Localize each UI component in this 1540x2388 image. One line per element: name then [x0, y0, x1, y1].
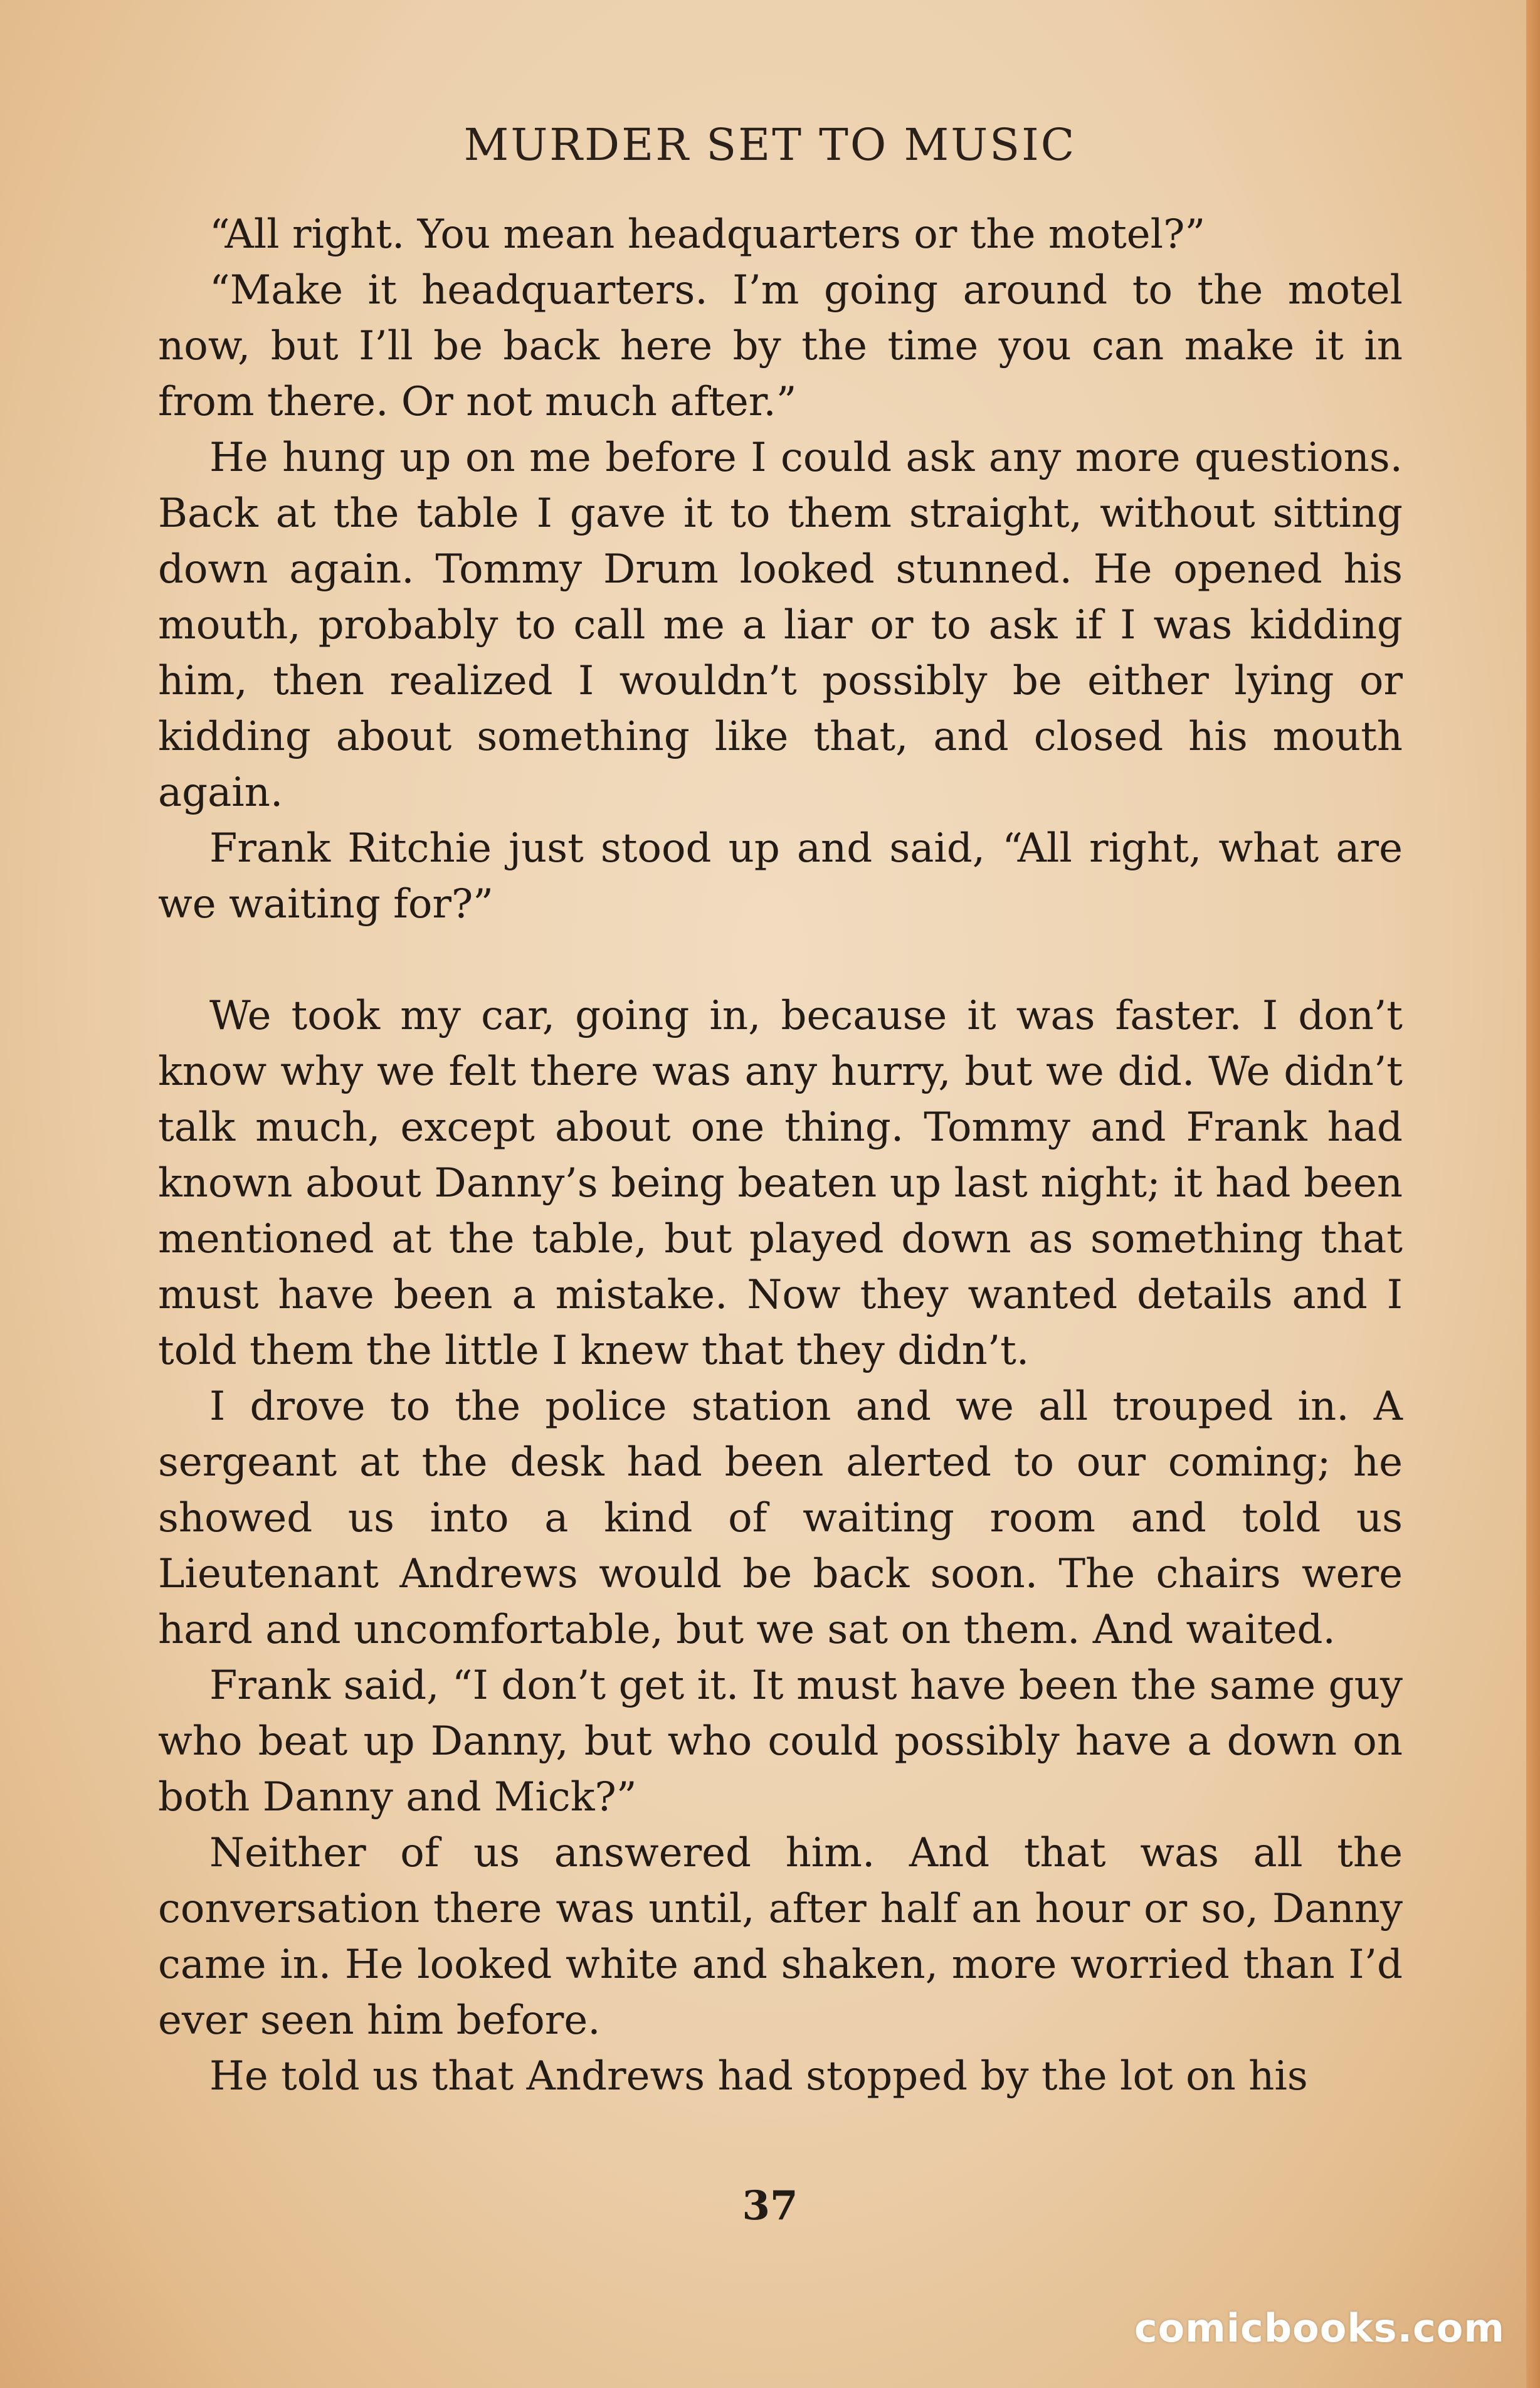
watermark: comicbooks.com	[1134, 2305, 1505, 2351]
page-number: 37	[742, 2182, 798, 2229]
running-head: MURDER SET TO MUSIC	[463, 119, 1077, 171]
page-edge	[1526, 0, 1540, 2388]
paragraph: He hung up on me before I could ask any more questions. Back at the table I gave it to them straight, without sitting down again. Tommy Drum looked stunned. He opened his mouth, probably to call me a liar or to ask if I was kidding him, then realized I wouldn’t possibly be either lying or kidding about something like that, and closed his mouth again.	[158, 435, 1403, 816]
paragraph: We took my car, going in, because it was faster. I don’t know why we felt there was any hurry, but we did. We didn’t talk much, except about one thing. Tommy and Frank had known about Danny’s being beaten up last night; it had been mentioned at the table, but played down as something that must have been a mistake. Now they wanted details and I told them the little I knew that they didn’t.	[158, 993, 1403, 1374]
paragraph: “All right. You mean headquarters or the motel?”	[209, 211, 1206, 258]
paragraph: “Make it headquarters. I’m going around to the motel now, but I’ll be back here by the time you can make it in from there. Or not much after.”	[158, 267, 1403, 425]
paragraph: I drove to the police station and we all trouped in. A sergeant at the desk had been alerted to our coming; he showed us into a kind of waiting room and told us Lieutenant Andrews would be back soon. The chairs were hard and uncomfortable, but we sat on them. And waited.	[158, 1383, 1403, 1653]
paragraph: Neither of us answered him. And that was all the conversation there was until, after half an hour or so, Danny came in. He looked white and shaken, more worried than I’d ever seen him before.	[158, 1830, 1403, 2044]
paragraph: He told us that Andrews had stopped by the lot on his	[209, 2053, 1308, 2100]
paragraph: Frank Ritchie just stood up and said, “All right, what are we waiting for?”	[158, 825, 1403, 927]
paragraph: Frank said, “I don’t get it. It must have been the same guy who beat up Danny, but who could possibly have a down on both Danny and Mick?”	[158, 1662, 1403, 1820]
body-text	[158, 207, 1403, 2105]
section-break	[158, 932, 1403, 988]
